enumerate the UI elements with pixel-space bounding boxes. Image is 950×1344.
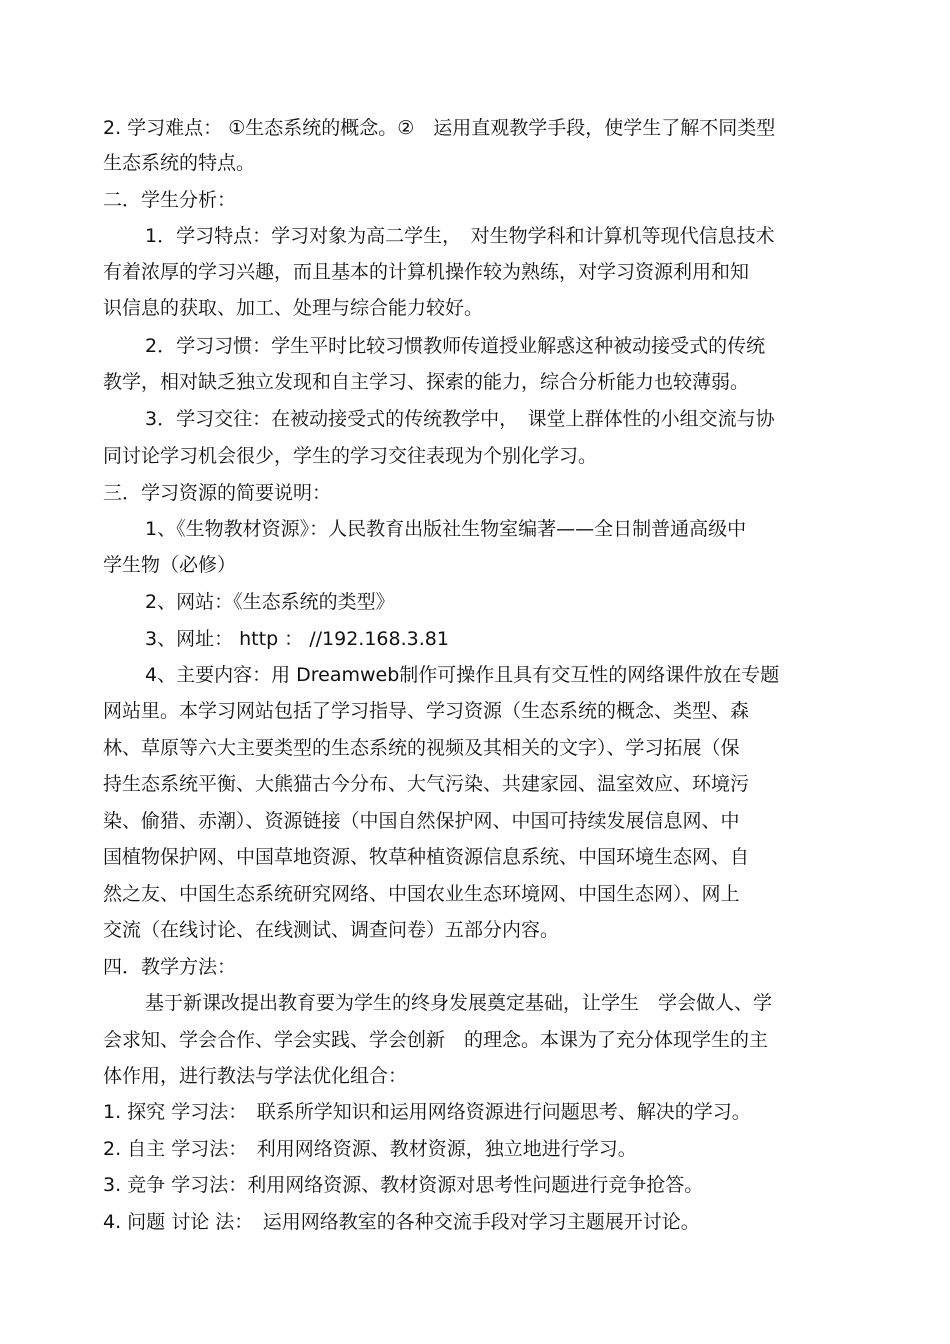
text-line: 识信息的获取、加工、处理与综合能力较好。 xyxy=(103,297,484,319)
text-line: 然之友、中国生态系统研究网络、中国农业生态环境网、中国生态网）、网上 xyxy=(103,883,740,905)
list-item: 3. 竞争 学习法：利用网络资源、教材资源对思考性问题进行竞争抢答。 xyxy=(103,1174,704,1196)
text-line: 2．学习习惯：学生平时比较习惯教师传道授业解惑这种被动接受式的传统 xyxy=(145,335,766,357)
text-line: 国植物保护网、中国草地资源、牧草种植资源信息系统、中国环境生态网、自 xyxy=(103,846,750,868)
text-line: 染、偷猎、赤潮）、资源链接（中国自然保护网、中国可持续发展信息网、中 xyxy=(103,810,740,832)
section-heading: 二．学生分析： xyxy=(103,189,237,211)
text-line: 3．学习交往：在被动接受式的传统教学中， 课堂上群体性的小组交流与协 xyxy=(145,408,775,430)
text-line: 3、网址： http ： //192.168.3.81 xyxy=(145,628,449,650)
section-heading: 三．学习资源的简要说明： xyxy=(103,482,332,504)
text-line: 会求知、学会合作、学会实践、学会创新 的理念。本课为了充分体现学生的主 xyxy=(103,1029,769,1051)
text-line: 交流（在线讨论、在线测试、调查问卷）五部分内容。 xyxy=(103,919,560,941)
text-line: 体作用，进行教法与学法优化组合： xyxy=(103,1065,408,1087)
text-line: 生态系统的特点。 xyxy=(103,152,256,174)
text-line: 有着浓厚的学习兴趣，而且基本的计算机操作较为熟练，对学习资源利用和知 xyxy=(103,261,750,283)
text-line: 2. 学习难点： ①生态系统的概念。② 运用直观教学手段，使学生了解不同类型 xyxy=(103,117,776,139)
text-line: 基于新课改提出教育要为学生的终身发展奠定基础，让学生 学会做人、学 xyxy=(145,992,773,1014)
list-item: 2. 自主 学习法： 利用网络资源、教材资源，独立地进行学习。 xyxy=(103,1138,637,1160)
text-line: 学生物（必修） xyxy=(103,554,237,576)
list-item: 1. 探究 学习法： 联系所学知识和运用网络资源进行问题思考、解决的学习。 xyxy=(103,1101,751,1123)
section-heading: 四．教学方法： xyxy=(103,956,237,978)
text-line: 4、主要内容：用 Dreamweb制作可操作且具有交互性的网络课件放在专题 xyxy=(145,664,780,686)
text-line: 1、《生物教材资源》：人民教育出版社生物室编著——全日制普通高级中 xyxy=(145,518,747,540)
text-line: 2、网站：《生态系统的类型》 xyxy=(145,591,395,613)
text-line: 持生态系统平衡、大熊猫古今分布、大气污染、共建家园、温室效应、环境污 xyxy=(103,773,750,795)
text-line: 林、草原等六大主要类型的生态系统的视频及其相关的文字）、学习拓展（保 xyxy=(103,737,740,759)
text-line: 1．学习特点：学习对象为高二学生， 对生物学科和计算机等现代信息技术 xyxy=(145,225,775,247)
text-line: 教学，相对缺乏独立发现和自主学习、探索的能力，综合分析能力也较薄弱。 xyxy=(103,371,750,393)
list-item: 4. 问题 讨论 法： 运用网络教室的各种交流手段对学习主题展开讨论。 xyxy=(103,1211,700,1233)
text-line: 同讨论学习机会很少，学生的学习交往表现为个别化学习。 xyxy=(103,445,598,467)
text-line: 网站里。本学习网站包括了学习指导、学习资源（生态系统的概念、类型、森 xyxy=(103,700,750,722)
